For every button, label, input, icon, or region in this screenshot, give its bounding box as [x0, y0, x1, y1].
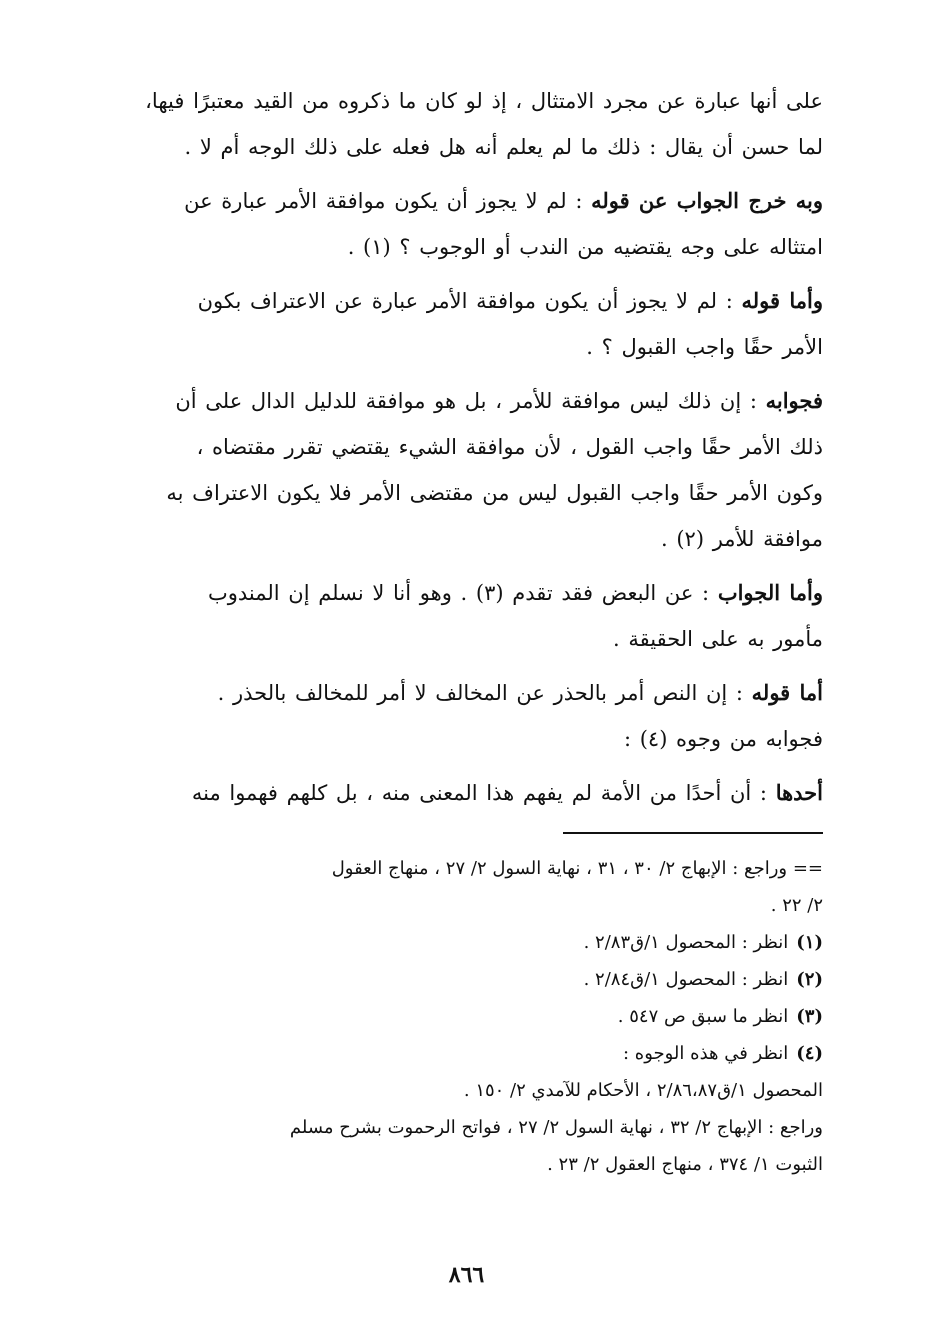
text-line: امتثاله على وجه يقتضيه من الندب أو الوجوب ؟ (١) .: [347, 235, 823, 259]
text-run: : لم لا يجوز أن يكون موافقة الأمر عبارة عن: [184, 189, 592, 213]
paragraph-3: [102, 278, 823, 370]
footnote-3: [102, 998, 823, 1035]
text-line: [102, 278, 823, 324]
text-line: على أنها عبارة عن مجرد الامتثال ، إذ لو كان ما ذكروه من القيد معتبرًا فيها،: [145, 89, 823, 113]
paragraph-lead: فجوابه: [765, 388, 823, 413]
footnote-text: وراجع : الإبهاج ٢/ ٣٢ ، نهاية السول ٢/ ٢٧ ، فواتح الرحموت بشرح مسلم: [289, 1117, 823, 1138]
text-run: : عن البعض فقد تقدم (٣) . وهو أنا لا نسلم إن المندوب: [207, 581, 718, 605]
text-line: فجوابه من وجوه (٤) :: [623, 727, 823, 751]
footnote-2: [102, 961, 823, 998]
footnote-number: (١): [796, 932, 823, 953]
text-line: [102, 378, 823, 424]
paragraph-5: [102, 570, 823, 662]
footnote-text: انظر : المحصول ١/ق٢/٨٣ .: [583, 932, 789, 953]
text-line: [102, 770, 823, 816]
footnote-text: انظر ما سبق ص ٥٤٧ .: [617, 1006, 789, 1027]
text-line: [102, 670, 823, 716]
text-line: الأمر حقًا واجب القبول ؟ .: [586, 335, 823, 359]
footnote-text: المحصول ١/ق٢/٨٦،٨٧ ، الأحكام للآمدي ٢/ ١٥٠ .: [463, 1080, 823, 1101]
text-run: : لم لا يجوز أن يكون موافقة الأمر عبارة عن الاعتراف بكون: [197, 289, 742, 313]
paragraph-6: [102, 670, 823, 762]
paragraph-2: [102, 178, 823, 270]
paragraph-lead: وأما قوله: [741, 288, 823, 313]
paragraph-7: [102, 770, 823, 816]
footnote-continuation: == وراجع : الإبهاج ٢/ ٣٠ ، ٣١ ، نهاية السول ٢/ ٢٧ ، منهاج العقول: [331, 858, 823, 879]
text-line: ذلك الأمر حقًا واجب القول ، لأن موافقة الشيء يقتضي تقرر مقتضاه ،: [196, 435, 823, 459]
footnote-number: (٢): [796, 969, 823, 990]
footnote-1: [102, 924, 823, 961]
footnote-number: (٤): [796, 1043, 823, 1064]
text-line: موافقة للأمر (٢) .: [661, 527, 823, 551]
text-run: : إن ذلك ليس موافقة للأمر ، بل هو موافقة للدليل الدال على أن: [175, 389, 766, 413]
text-line: [102, 178, 823, 224]
footnote-text: الثبوت ١/ ٣٧٤ ، منهاج العقول ٢/ ٢٣ .: [547, 1154, 823, 1175]
text-run: : أن أحدًا من الأمة لم يفهم هذا المعنى منه ، بل كلهم فهموا منه: [191, 781, 776, 805]
paragraph-lead: أحدها: [775, 780, 823, 805]
footnote-text: انظر في هذه الوجوه :: [622, 1043, 789, 1064]
paragraph-lead: وبه خرج الجواب عن قوله: [591, 188, 823, 213]
text-line: وكون الأمر حقًا واجب القبول ليس من مقتضى الأمر فلا يكون الاعتراف به: [166, 481, 823, 505]
paragraph-lead: أما قوله: [751, 680, 823, 705]
text-run: : إن النص أمر بالحذر عن المخالف لا أمر للمخالف بالحذر .: [217, 681, 752, 705]
paragraph-lead: وأما الجواب: [717, 580, 823, 605]
text-line: لما حسن أن يقال : ذلك ما لم يعلم أنه هل فعله على ذلك الوجه أم لا .: [184, 135, 823, 159]
footnote-continuation: ٢/ ٢٢ .: [770, 895, 823, 916]
footnote-4: [102, 1035, 823, 1072]
text-line: [102, 570, 823, 616]
footnote-separator: [563, 832, 823, 834]
footnotes: [102, 850, 823, 1183]
footnote-text: انظر : المحصول ١/ق٢/٨٤ .: [583, 969, 789, 990]
paragraph-1: [102, 78, 823, 170]
paragraph-4: [102, 378, 823, 562]
text-line: مأمور به على الحقيقة .: [613, 627, 823, 651]
page-number: ٨٦٦: [448, 1262, 485, 1288]
footnote-number: (٣): [796, 1006, 823, 1027]
